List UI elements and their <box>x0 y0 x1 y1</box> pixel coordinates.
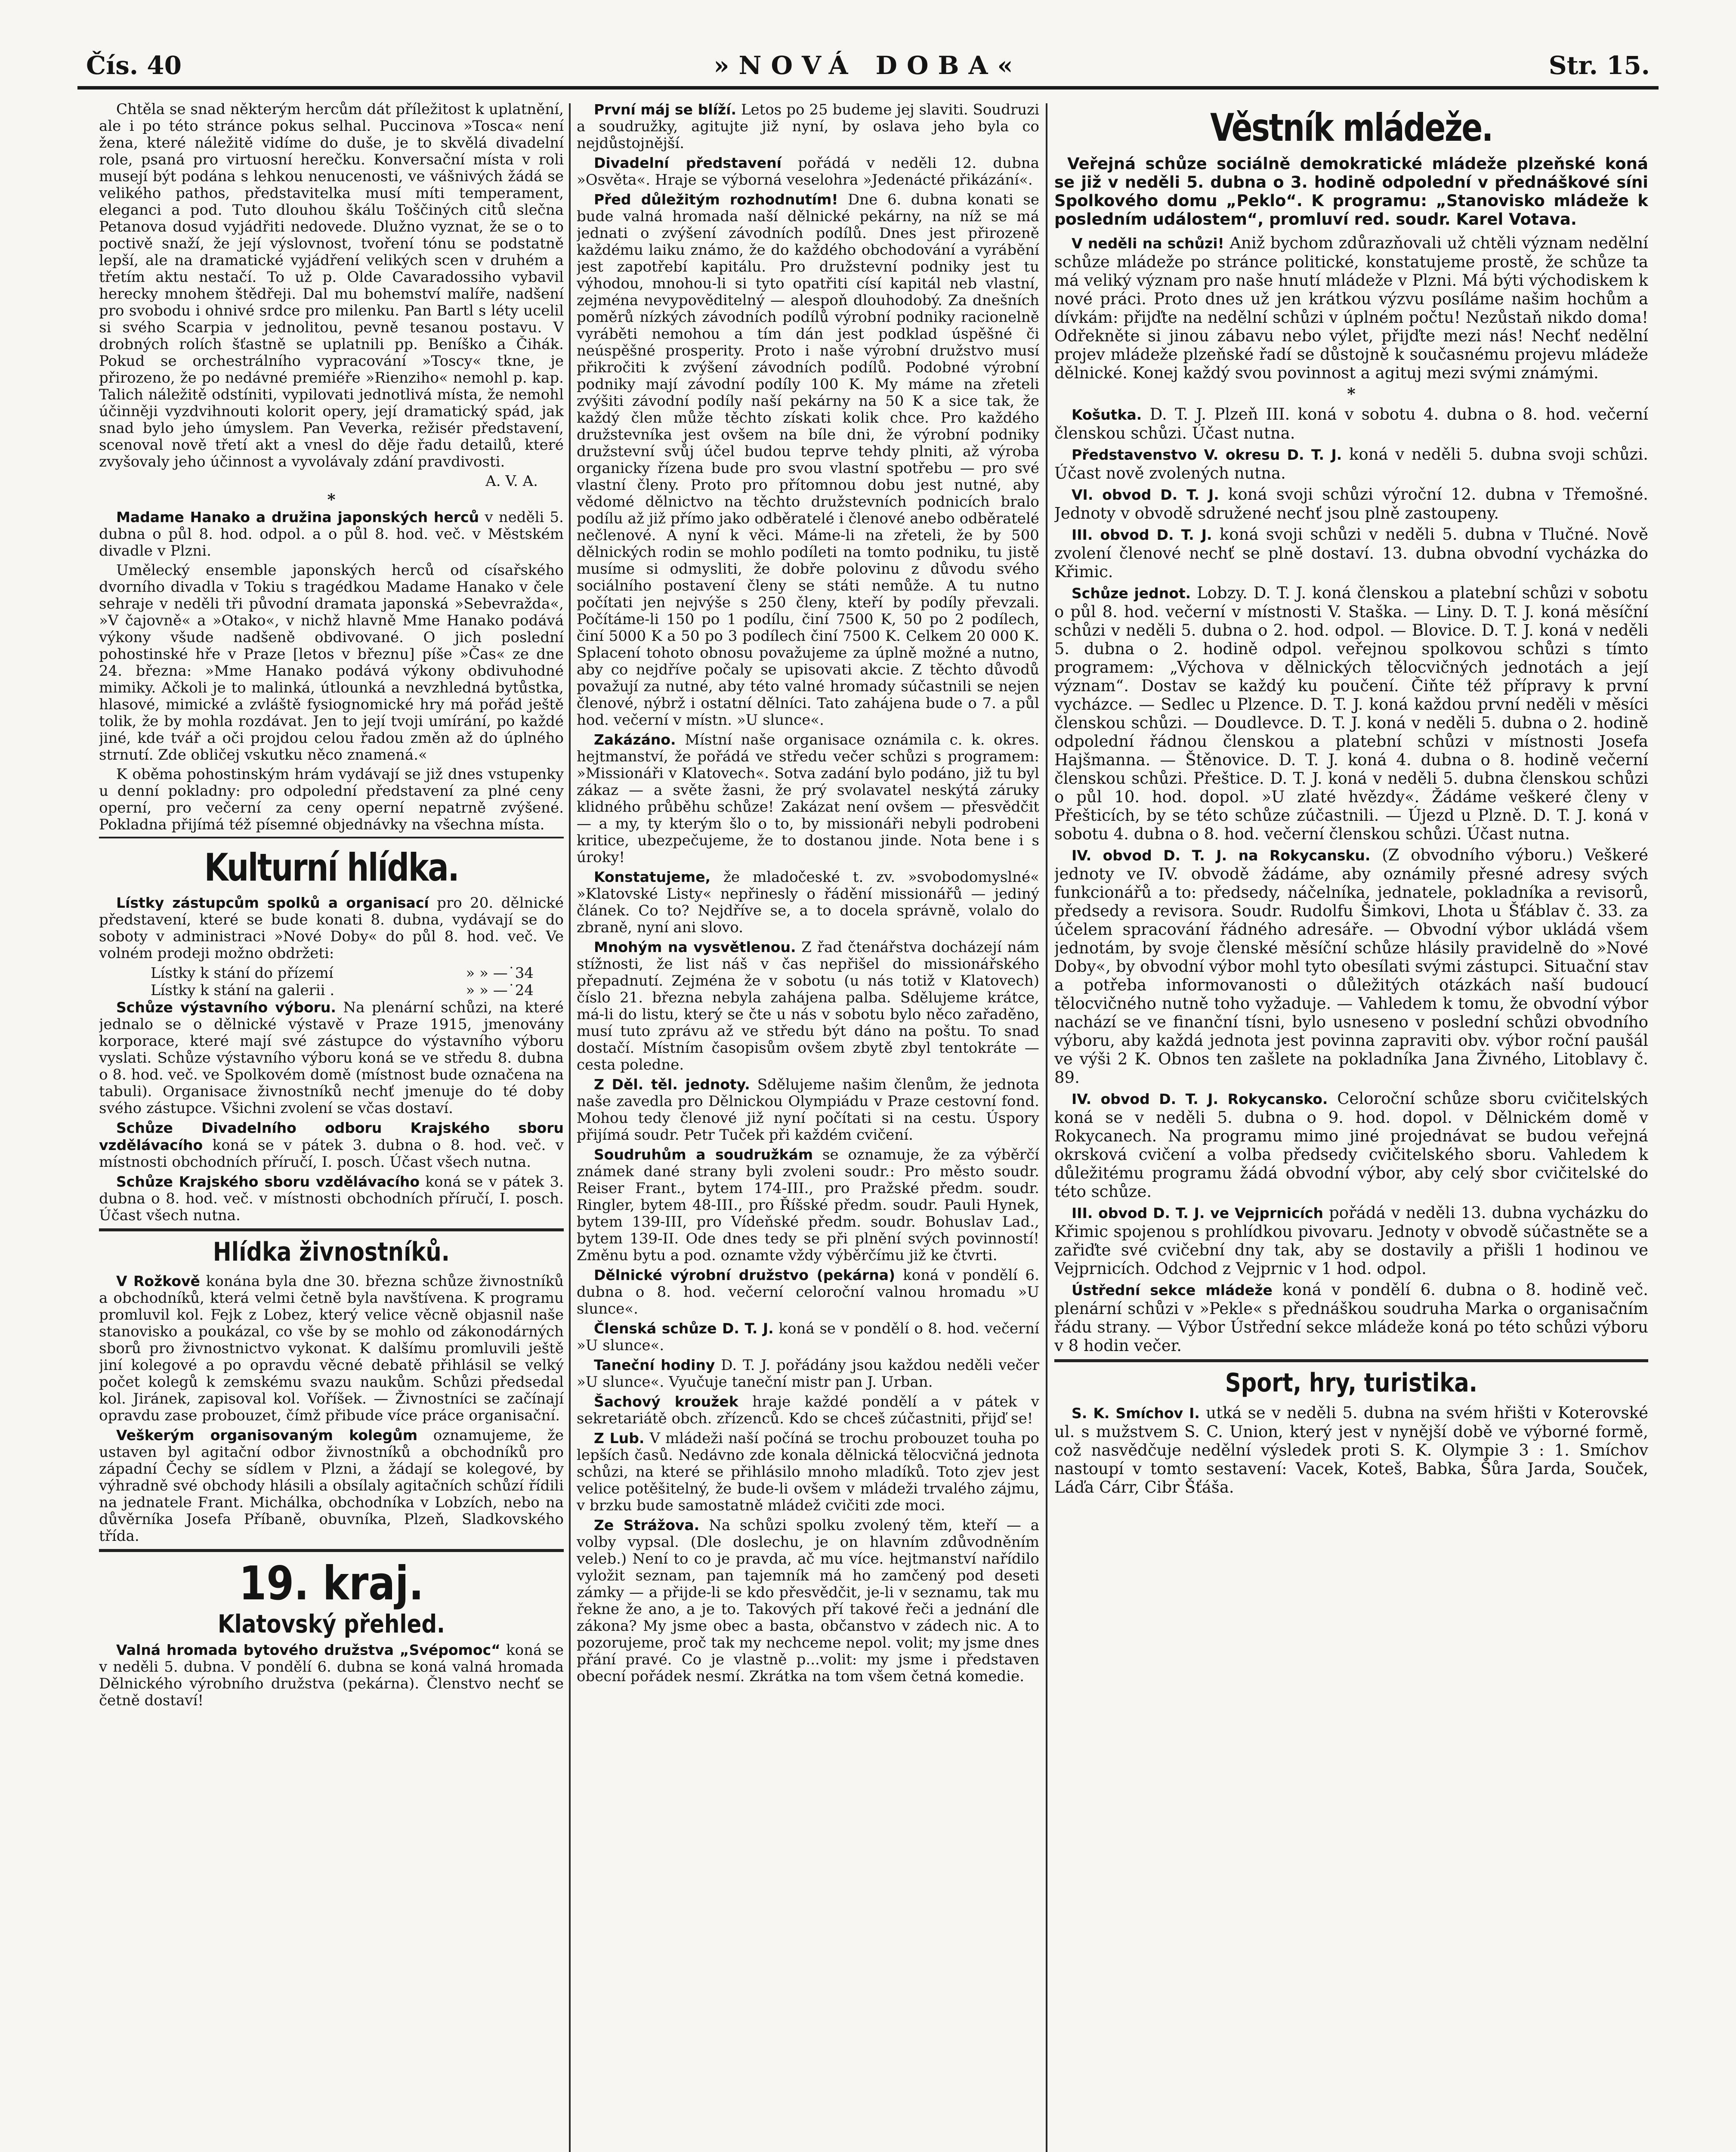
page-header <box>77 39 1659 90</box>
article-rozkov: V Rožkově konána byla dne 30. března schůze živnostníků a obchodníků, která velmi četně byla navštívena. K programu promluvil kol. Fejk z Lobez, který velice věcně objasnil naše stanovisko a poukázal, co vše by se mohlo od zákonodárných sborů pro živnostnictvo vykonat. K dalšímu promluvili ještě jiní kolegové a po opravdu věcné debatě přihlásil se velký počet kolegů k zemskému svazu naukům. Schůzi předsedal kol. Jiránek, zapisoval kol. Voříšek. — Živnostníci se začínají opravdu zase probouzet, čímž přibude více práce organisační. <box>99 1273 564 1424</box>
article-district-iii-vejprnice: III. obvod D. T. J. ve Vejprnicích pořádá v neděli 13. dubna vycházku do Křimic spojenou s prohlídkou pivovaru. Jednoty v obvodě súčastněte se a zařiďte své cvičební dny tak, aby se dostavily a přišli 1 hodinou ve Vejprnicích. Odchod z Vejprnic v 1 hod. odpol. <box>1054 1203 1648 1278</box>
separator-star: * <box>1347 384 1356 403</box>
article-chess-club: Šachový kroužek hraje každé pondělí a v pátek v sekretariátě obch. zřízenců. Kdo se chceš zúčastniti, přijď se! <box>577 1393 1039 1427</box>
newspaper-title: »NOVÁ DOBA« <box>714 51 1022 80</box>
article-central-youth-section: Ústřední sekce mládeže koná v pondělí 6. dubna o 8. hodině več. plenární schůzi v »Pekle« s přednáškou soudruha Marka o organisačním řádu strany. — Výbor Ústřední sekce mládeže koná po této schůzi výboru v 8 hodin večer. <box>1054 1280 1648 1355</box>
column-left <box>99 101 564 2152</box>
review-signature: A. V. A. <box>485 473 538 490</box>
separator-star: * <box>327 491 336 509</box>
article-forbidden: Zakázáno. Místní naše organisace oznámila c. k. okres. hejtmanství, že pořádá ve středu večer schůzi s programem: »Missionáři v Klatovech«. Sotva zadání bylo podáno, již tu byl zákaz — a světe žasni, že prý svolavatel neskýtá záruky klidného průběhu schůze! Zakázat není ovšem — přesvědčit — a my, ty kterým šlo o to, by missionáři nebyli podrobeni kritice, ubezpečujeme, že to dostanou jinde. Nota bene i s úroky! <box>577 731 1039 866</box>
article-svepomoc: Valná hromada bytového družstva „Svépomoc“ koná se v neděli 5. dubna. V pondělí 6. dubna se koná valná hromada Dělnického výrobního družstva (pekárna). Členstvo nechť se četně dostaví! <box>99 1642 564 1709</box>
article-bakery-decision: Před důležitým rozhodnutím! Dne 6. dubna konati se bude valná hromada naší dělnické pekárny, na níž se má jednati o zvýšení závodních podílů. Dnes jest přirozeně každému laiku známo, že do každého obchodování a vyrábění jest zapotřebí kapitálu. Pro družstevní podniky jest tu výhodou, mnohou-li si tyto opatřiti císí kapitál neb vlastní, zejména nevypověditelný — alespoň dlouhodobý. Za dnešních poměrů nízkých závodních podílů výrobní podniky racionelně vyráběti nemohou a tím dán jest podklad úspěšné či neúspěšné prosperity. Proto i naše výrobní družstvo musí přikročiti k zvýšení závodních podílů. Podobné výrobní podniky mají závodní podíly 100 K. My máme na zřeteli zvýšiti závodní podíly naší pekárny na 50 K a sice tak, že každý člen může těchto získati kolik chce. Pro každého družstevníka jest ovšem na bíle dni, že výrobní podniky družstevní svůj účel budou teprve tehdy plniti, až výroba organicky řízena bude pro svou vlastní spotřebu — pro své vlastní členy. Proto pro přítomnou dobu jest nutné, aby vědomé dělnictvo na těchto družstevních podnicích bralo podílu až již přímo jako odběratelé i členové anebo odběratelé nečlenové. A nyní k věci. Máme-li na zřeteli, že by 500 dělnických rodin se mohlo podíleti na tomto podniku, tu jistě musíme si odmysliti, že dobře polovinu z důvodu svého sociálního postavení členy se státi nemůže. A tu nutno počítati jen nejvýše s 250 členy, kteří by podíly převzali. Počítáme-li 150 po 1 podílu, činí 7500 K, 50 po 2 podílech, činí 5000 K a 50 po 3 podílech činí 7500 K. Celkem 20 000 K. Splacení tohoto obnosu považujeme za úplně možné a nutno, aby co nejdříve počaly se upisovati akcie. Z těchto důvodů považují za nutné, aby této valné hromady súčastnili se nejen členové, nýbrž i ostatní dělníci. Tato zahájena bude o 7. a půl hod. večerní v místn. »U slunce«. <box>577 191 1039 729</box>
article-explanation: Mnohým na vysvětlenou. Z řad čtenářstva docházejí nám stížnosti, že list náš v čas nepřišel do missionářského přepadnutí. Zejména že v sobotu (u nás totiž v Klatovech) číslo 21. března nebyla zahájena palba. Sdělujeme krátce, má-li do listu, který se čte u nás v sobotu bylo něco zařaděno, musí tuto zprávu až ve středu být dáno na poštu. To snad dostačí. Místním časopisům ovšem zbytě zbyl tentokráte — cesta poledne. <box>577 939 1039 1073</box>
article-sk-smichov: S. K. Smíchov I. utká se v neděli 5. dubna na svém hřišti v Koterovské ul. s mužstvem S. C. Union, který jest v nynější době ve výborné formě, což nasvědčuje nedělní výsledek proti S. K. Olympie 3 : 1. Smíchov nastoupí v tomto sestavení: Vacek, Koteš, Babka, Šůra Jarda, Souček, Láďa Cárr, Cibr Šťáša. <box>1054 1404 1648 1497</box>
article-organised-colleagues: Veškerým organisovaným kolegům oznamujeme, že ustaven byl agitační odbor živnostníků a obchodníků pro západní Čechy se sídlem v Plzni, a žádají se kolegové, by výhradně své obchody hlásili a obsílaly agitačních schůzí řídili na jednatele Frant. Michálka, obchodníka v Lobzích, nebo na důvěrníka Josefa Příbaně, obuvníka, Plzeň, Sladkovského třída. <box>99 1427 564 1545</box>
article-may-day: První máj se blíží. Letos po 25 budeme jej slaviti. Soudruzi a soudružky, agitujte již nyní, by oslava jeho byla co nejdůstojnější. <box>577 101 1039 152</box>
culture-section-divider <box>99 837 564 841</box>
youth-public-meeting: Veřejná schůze sociálně demokratické mládeže plzeňské koná se již v neděli 5. dubna o 3. hodině odpolední v přednáškové síni Spolkového domu „Peklo“. K programu: „Stanovisko mládeže k posledním událostem“, promluví red. soudr. Karel Votava. <box>1054 155 1648 229</box>
page-number: Str. 15. <box>1548 51 1650 80</box>
hanako-lead: Madame Hanako a družina japonských herců <box>116 509 479 526</box>
column-right <box>1054 101 1648 2152</box>
hanako-paragraph: Umělecký ensemble japonských herců od císařského dvorního divadla v Tokiu s tragédkou Madame Hanako v čele sehraje v neděli tři původní dramata japonská »Sebevražda«, »V čajovně« a »Otako«, v nichž hlavně Mme Hanako podává výkony všude nadšeně obdivované. O jich poslední pohostinské hře v Praze [letos v březnu] píše »Čas« ze dne 24. března: »Mme Hanako podává výkony obdivuhodné mimiky. Ačkoli je to malinká, útlounká a nevzhledná bytůstka, hlasové, mimické a zvláště fysiognomické hry má pořád ještě tolik, že by mohla rozdávat. Jen to její tvoji umírání, po každé jiné, kde tvář a oči projdou celou řadou změn až do úplného strnutí. Zde obličej vskutku něco znamená.« <box>99 562 564 764</box>
article-sunday-meeting: V neděli na schůzi! Aniž bychom zdůrazňovali už chtěli význam nedělní schůze mládeže po stránce politické, konstatujeme prostě, že schůze ta má veliký význam pro naše hnutí mládeže v Plzni. Má býti východiskem k nové práci. Proto dnes už jen krátkou výzvu posíláme našim hochům a dívkám: přijďte na nedělní schůzi v úplném počtu! Nezůstaň nikdo doma! Odřekněte si jinou zábavu nebo výlet, přijďte mezi nás! Nechť nedělní projev mládeže plzeňské řadí se důstojně k současnému projevu mládeže dělnické. Konej každý svou povinnost a agituj mezi svými známými. <box>1054 234 1648 382</box>
article-exhibition-committee: Schůze výstavního výboru. Na plenární schůzi, na které jednalo se o dělnické výstavě v Praze 1915, jmenovány korporace, které mají své zástupce do výstavního výboru vyslati. Schůze výstavního výboru koná se ve středu 8. dubna o 8. hod. več. ve Spolkovém domě (místnost bude označena na tabuli). Organisace živnostníků nechť jmenuje do té doby svého zástupce. Všichni zvolení se včas dostaví. <box>99 999 564 1117</box>
section-title-youth: Věstník mládeže. <box>1210 105 1492 150</box>
article-theatre-performance: Divadelní představení pořádá v neděli 12. dubna »Osvěta«. Hraje se výborná veselohra »Jedenácté přikázání«. <box>577 155 1039 189</box>
price-row: Lístky k stání do přízemí » » —˙34 <box>151 965 534 982</box>
article-member-meeting: Členská schůze D. T. J. koná se v pondělí o 8. hod. večerní »U slunce«. <box>577 1320 1039 1354</box>
tosca-review: Chtěla se snad některým hercům dát příležitost k uplatnění, ale i po této stránce pokus selhal. Puccinova »Tosca« není žena, které náležitě vidíme do duše, je to skvělá divadelní role, psaná pro virtuosní herečku. Konversační místa v roli musejí být podána s lehkou nenucenosti, ve vášnivých žádá se velikého pathos, představitelka musí míti temperament, eleganci a pod. Tuto dlouhou škálu Toščiných citů slečna Petanova dosud vyjádřiti nedovede. Dlužno vyznat, že se o to poctivě snaží, že její výslovnost, tvoření tónu se podstatně lepší, ale na dramatické vyjádření velikých scen v druhém a třetím aktu nestačí. To už p. Olde Cavaradossiho vybavil herecky mnohem štědřeji. Dal mu bohemství malíře, nadšení pro svobodu i ohnivé srdce pro milenku. Pan Bartl s léty ucelil si svého Scarpia v jednolitou, pevně tesanou postavu. V drobných rolích šťastně se uplatnili pp. Beníško a Čihák. Pokud se orchestrálního vypracování »Toscy« tkne, je přirozeno, že po nedávné premiéře »Rienziho« nemohl p. kap. Talich náležitě odstíniti, vypilovati jednotlivá místa, že nemohl účinněji vyzdvihnouti kolorit opery, její dramatický spád, jak snad bylo jeho úmyslem. Pan Veverka, režisér představení, scenoval nově třetí akt a vnesl do děje řadu detailů, které zvyšovaly jeho účinnost a vyvolávaly zdání pravdivosti. <box>99 101 564 470</box>
issue-number: Čís. 40 <box>86 51 182 80</box>
article-regional-board: Schůze Krajského sboru vzdělávacího koná se v pátek 3. dubna o 8. hod. več. v místnosti obchodních příručí, I. posch. Účast všech nutna. <box>99 1173 564 1224</box>
article-unit-meetings: Schůze jednot. Lobzy. D. T. J. koná členskou a platební schůzi v sobotu o půl 8. hod. večerní v místnosti V. Staška. — Liny. D. T. J. koná měsíční schůzi v neděli 5. dubna o 2. hod. odpol. — Blovice. D. T. J. koná v neděli 5. dubna o 2. hodině odpol. veřejnou spolkovou schůzi s tímto programem: „Výchova v dělnických tělocvičných jednotách a její význam“. Dostav se každý ku poučení. Čiňte též přípravy k první vycházce. — Sedlec u Plzence. D. T. J. koná každou první neděli v měsíci členskou schůzi. — Doudlevce. D. T. J. koná v neděli 5. dubna o 2. hodině odpolední řádnou členskou a platební schůzi v místnosti Josefa Hajšmanna. — Štěnovice. D. T. J. koná 4. dubna o 8. hodině večerní členskou schůzi. Přeštice. D. T. J. koná v neděli 5. dubna členskou schůzi o půl 10. hod. dopol. »U zlaté hvězdy«. Žádáme veškeré členy v Přešticích, by se této schůze zúčastnili. — Újezd u Plzně. D. T. J. koná v sobotu 4. dubna o 8. hod. večerní členskou schůzi. Účast nutna. <box>1054 584 1648 843</box>
subsection-title-klatovy: Klatovský přehled. <box>217 1609 445 1639</box>
article-bakery-coop: Dělnické výrobní družstvo (pekárna) koná v pondělí 6. dubna o 8. hod. večerní celoroční valnou hromadu »U slunce«. <box>577 1267 1039 1317</box>
section-rule <box>1054 1359 1648 1362</box>
article-kosutka: Košutka. D. T. J. Plzeň III. koná v sobotu 4. dubna o 8. hod. večerní členskou schůzi. Účast nutna. <box>1054 405 1648 442</box>
article-dance-lessons: Taneční hodiny D. T. J. pořádány jsou každou neděli večer »U slunce«. Vyučuje taneční mistr pan J. Urban. <box>577 1357 1039 1391</box>
article-district-vi: VI. obvod D. T. J. koná svoji schůzi výroční 12. dubna v Třemošné. Jednoty v obvodě sdružené nechť jsou plně zastoupeny. <box>1054 485 1648 523</box>
section-rule <box>99 1228 564 1231</box>
article-strazov: Ze Strážova. Na schůzi spolku zvolený těm, kteří — a volby vypsal. (Dle doslechu, je on hlavním zdůvodněním veleb.) Není to co je pravda, ač mu více. hejtmanství nařídilo vyložit seznam, pan tajemník má ho zamčený pod deseti zámky — a přijde-li se kdo přesvědčit, je-li v seznamu, tak mu řekne že ano, a je to. Takových pří takové řeči a jednání dle zákona? My jsme obec a basta, občanstvo v zádech nic. A to pozorujeme, proč tak my nechceme nepol. volit; my jsme dnes přání pravé. Co je vlastně p...volit: my jsme i představen obecní pořádek nesmí. Zkrátka na tom všem četná komedie. <box>577 1517 1039 1685</box>
column-divider <box>569 103 571 2152</box>
hanako-announcement: Madame Hanako a družina japonských herců v neděli 5. dubna o půl 8. hod. odpol. a o půl 8. hod. več. v Městském divadle v Plzni. <box>99 509 564 560</box>
article-district-iii: III. obvod D. T. J. koná svoji schůzi v neděli 5. dubna v Tlučné. Nově zvolení členové nechť se plně dostaví. 13. dubna obvodní vycházka do Křimic. <box>1054 525 1648 581</box>
article-district-iv-rokycany: IV. obvod D. T. J. na Rokycansku. (Z obvodního výboru.) Veškeré jednoty ve IV. obvodě žádáme, aby oznámily přesné adresy svých funkcionářů a to: předsedy, náčelníka, jednatele, pokladníka a revisorů, předsedy a revisora. Soudr. Rudolfu Šimkovi, Lhota u Šťáblav č. 33. za účelem spracování řádného adresáře. — Obvodní výbor ukládá všem jednotám, by svoje členské měsíční schůze hlásily pravidelně do »Nové Doby«, by obvodní výbor mohl tyto obesílati svými zástupci. Situační stav a potřeba informovanosti o důležitých otázkách naší budoucí tělocvičného nutně toho vyžaduje. — Vahledem k tomu, že obvodní výbor nachází se ve finanční tísni, bylo usneseno v poslední schůzi obvodního výboru, aby každá jednota jest povinna zapraviti obv. výbor roční paušál ve výši 2 K. Obnos ten zašlete na pokladníka Jana Živného, Litoblavy č. 89. <box>1054 846 1648 1087</box>
price-row: Lístky k stání na galerii . » » —˙24 <box>151 982 534 999</box>
article-comrades: Soudruhům a soudružkám se oznamuje, že za výběrčí známek dané strany byli zvoleni soudr.: Pro město soudr. Reiser Frant., bytem 174-III., pro Pražské předm. soudr. Ringler, bytem 48-III., pro Říšské předm. soudr. Pauli Hynek, bytem 139-III, pro Vídeňské předm. soudr. Bohuslav Lad., bytem 139-II. Ode dnes tedy se při plnění svých povinností! Změnu bytu a pod. oznamte vždy výběrčímu již ke čtvrti. <box>577 1146 1039 1264</box>
article-district-iv-rokycansko: IV. obvod D. T. J. Rokycansko. Celoroční schůze sboru cvičitelských koná se v neděli 5. dubna o 9. hod. dopol. v Dělnickém domě v Rokycanech. Na programu mimo jiné projednávat se budou veřejná okrsková cvičení a volba předsedy cvičitelského sboru. Vahledem k důležitému programu žádá obvodní výbor, aby celý sbor cvičitelské do této schůze. <box>1054 1089 1648 1201</box>
article-district-board: Představenstvo V. okresu D. T. J. koná v neděli 5. dubna svoji schůzi. Účast nově zvolených nutna. <box>1054 445 1648 482</box>
section-title-culture: Kulturní hlídka. <box>204 845 459 890</box>
article-gym-union: Z Děl. těl. jednoty. Sdělujeme našim členům, že jednota naše zavedla pro Dělnickou Olympiádu v Praze cestovní fond. Mohou tedy členové již nyní počítati si na cestu. Úspory přijímá soudr. Petr Tuček při každém cvičení. <box>577 1076 1039 1144</box>
hanako-tickets: K oběma pohostinským hrám vydávají se již dnes vstupenky u denní pokladny: pro odpolední představení za plné ceny operní, pro večerní za ceny operní nepatrně zvýšené. Pokladna přijímá též písemné objednávky na všechna místa. <box>99 766 564 833</box>
section-title-tradesmen: Hlídka živnostníků. <box>213 1237 450 1267</box>
section-rule <box>99 1549 564 1552</box>
article-we-state: Konstatujeme, že mladočeské t. zv. »svobodomyslné« »Klatovské Listy« nepřinesly o řádění missionářů — jediný článek. Co to? Nejdříve se, a to docela správně, volalo do zbraně, nyní ani slovo. <box>577 869 1039 936</box>
article-tickets: Lístky zástupcům spolků a organisací pro 20. dělnické představení, které se bude konati 8. dubna, vydávají se do soboty v administraci »Nové Doby« do půl 8. hod. več. Ve volném prodeji možno obdržeti: <box>99 894 564 962</box>
column-middle <box>577 101 1039 2152</box>
section-title-region: 19. kraj. <box>239 1557 424 1611</box>
article-luby: Z Lub. V mládeži naší počíná se trochu probouzet touha po lepších časů. Nedávno zde konala dělnická tělocvičná jednota schůzi, na které se přihlásilo mnoho mladíků. Toto zjev jest velice potěšitelný, že bude-li ovšem v mládeži trvalého zájmu, v brzku bude samostatně mládež cvičiti zde moci. <box>577 1430 1039 1514</box>
column-divider <box>1046 103 1047 2152</box>
section-title-sport: Sport, hry, turistika. <box>1225 1368 1478 1398</box>
article-theatre-section: Schůze Divadelního odboru Krajského sboru vzdělávacího koná se v pátek 3. dubna o 8. hod. več. v místnosti obchodních příručí, I. posch. Účast všech nutna. <box>99 1119 564 1171</box>
